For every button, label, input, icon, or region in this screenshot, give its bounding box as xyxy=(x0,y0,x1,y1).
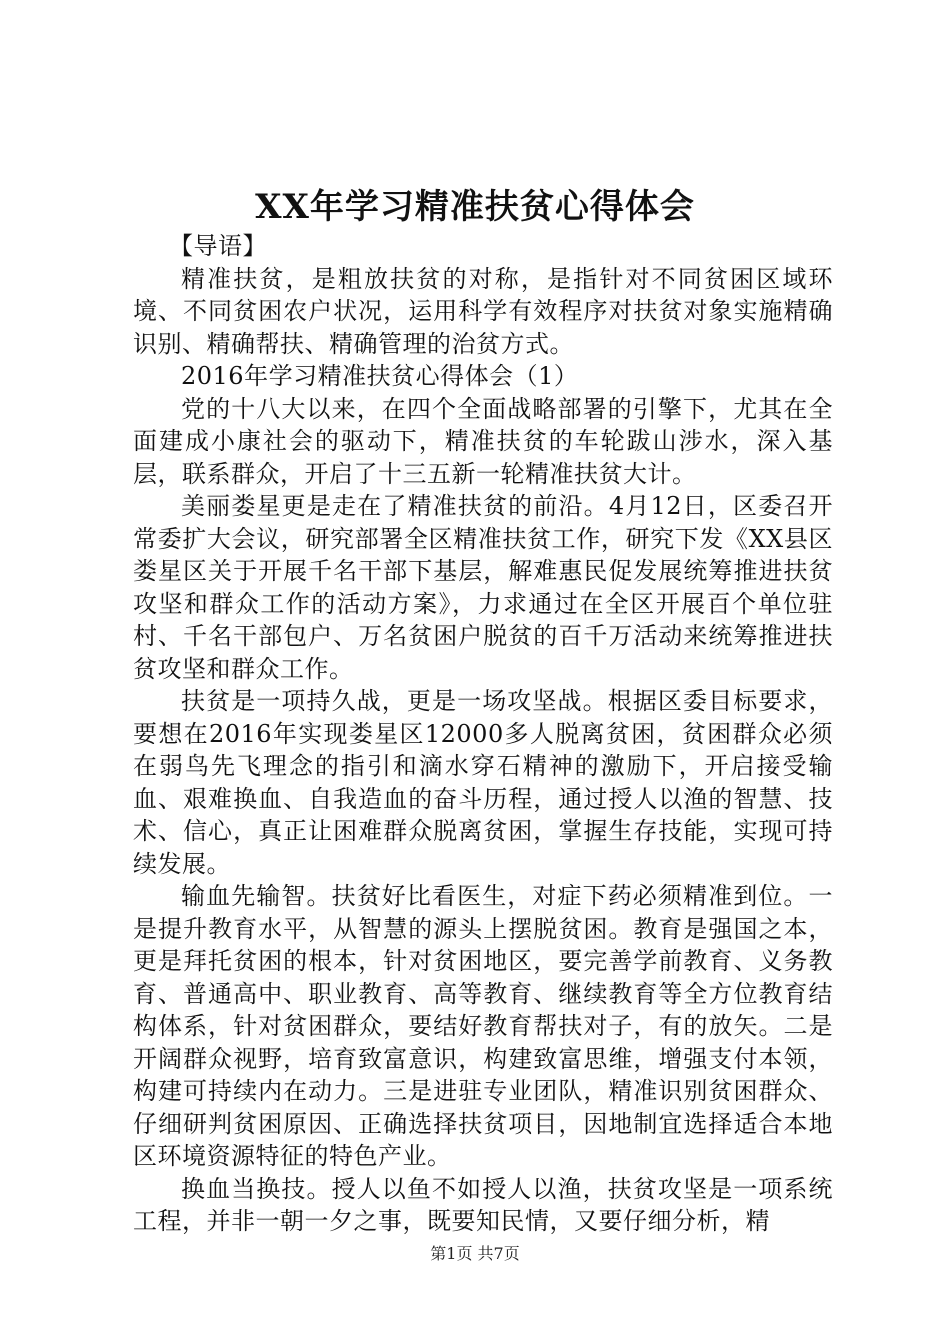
section-heading: 2016年学习精准扶贫心得体会（1） xyxy=(181,362,579,390)
intro-label: 【导语】 xyxy=(169,232,267,260)
document-title: XX年学习精准扶贫心得体会 xyxy=(255,187,695,227)
page-indicator: 第1页 共7页 xyxy=(430,1244,520,1263)
document-body xyxy=(133,230,833,1238)
paragraph-3: 扶贫是一项持久战，更是一场攻坚战。根据区委目标要求，要想在2016年实现娄星区12000多人脱离贫困，贫困群众必须在弱鸟先飞理念的指引和滴水穿石精神的激励下，开启接受输血、艰难换血、自我造血的奋斗历程，通过授人以渔的智慧、技术、信心，真正让困难群众脱离贫困，掌握生存技能，实现可持续发展。 xyxy=(133,687,833,878)
paragraph-intro: 精准扶贫，是粗放扶贫的对称，是指针对不同贫困区域环境、不同贫困农户状况，运用科学有效程序对扶贫对象实施精确识别、精确帮扶、精确管理的治贫方式。 xyxy=(133,264,833,358)
paragraph-2: 美丽娄星更是走在了精准扶贫的前沿。4月12日，区委召开常委扩大会议，研究部署全区精准扶贫工作，研究下发《XX县区娄星区关于开展千名干部下基层，解难惠民促发展统筹推进扶贫攻坚和群众工作的活动方案》，力求通过在全区开展百个单位驻村、千名干部包户、万名贫困户脱贫的百千万活动来统筹推进扶贫攻坚和群众工作。 xyxy=(133,492,833,683)
paragraph-1: 党的十八大以来，在四个全面战略部署的引擎下，尤其在全面建成小康社会的驱动下，精准扶贫的车轮跋山涉水，深入基层，联系群众，开启了十三五新一轮精准扶贫大计。 xyxy=(133,394,833,488)
paragraph-4: 输血先输智。扶贫好比看医生，对症下药必须精准到位。一是提升教育水平，从智慧的源头上摆脱贫困。教育是强国之本，更是拜托贫困的根本，针对贫困地区，要完善学前教育、义务教育、普通高中、职业教育、高等教育、继续教育等全方位教育结构体系，针对贫困群众，要结好教育帮扶对子，有的放矢。二是开阔群众视野，培育致富意识，构建致富思维，增强支付本领，构建可持续内在动力。三是进驻专业团队，精准识别贫困群众、仔细研判贫困原因、正确选择扶贫项目，因地制宜选择适合本地区环境资源特征的特色产业。 xyxy=(133,882,833,1170)
paragraph-5: 换血当换技。授人以鱼不如授人以渔，扶贫攻坚是一项系统工程，并非一朝一夕之事，既要知民情，又要仔细分析，精 xyxy=(133,1174,833,1235)
